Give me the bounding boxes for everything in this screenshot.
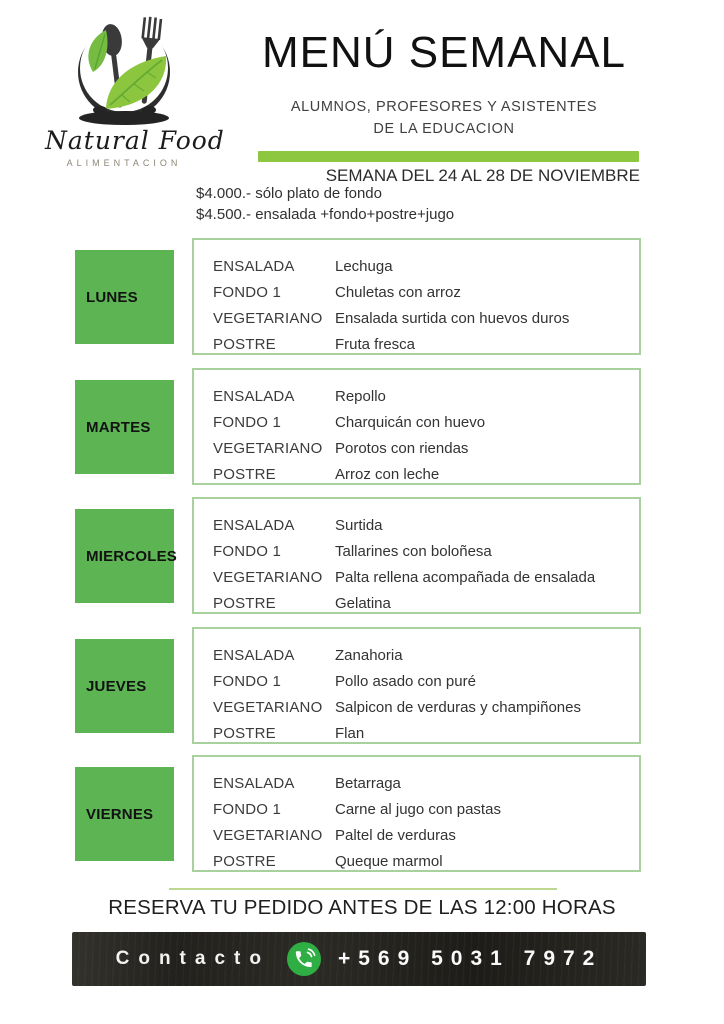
dish-name: Arroz con leche	[335, 465, 440, 483]
course-label: VEGETARIANO	[213, 568, 323, 586]
page-subtitle	[248, 96, 640, 140]
course-label: POSTRE	[213, 852, 276, 870]
dish-name: Flan	[335, 724, 365, 742]
dish-name: Gelatina	[335, 594, 391, 612]
course-label: FONDO 1	[213, 672, 282, 690]
subtitle-line-2: DE LA EDUCACION	[373, 121, 515, 137]
reservation-note: RESERVA TU PEDIDO ANTES DE LAS 12:00 HORAS	[108, 896, 616, 919]
menu-line	[213, 435, 631, 461]
course-label: FONDO 1	[213, 542, 282, 560]
natural-food-logo-icon	[54, 12, 194, 130]
dish-name: Tallarines con boloñesa	[335, 542, 492, 560]
menu-line	[213, 279, 631, 305]
menu-card	[192, 497, 641, 614]
day-label: MIERCOLES	[86, 547, 177, 565]
plate-base-icon	[79, 111, 169, 125]
course-label: ENSALADA	[213, 257, 295, 275]
course-label: VEGETARIANO	[213, 439, 323, 457]
contact-label: Contacto	[115, 948, 270, 969]
course-label: VEGETARIANO	[213, 309, 323, 327]
menu-line	[213, 720, 631, 746]
course-label: ENSALADA	[213, 516, 295, 534]
course-label: ENSALADA	[213, 387, 295, 405]
contact-bar	[72, 932, 646, 986]
menu-line	[213, 564, 631, 590]
dish-name: Salpicon de verduras y champiñones	[335, 698, 581, 716]
green-divider-bar	[258, 151, 639, 162]
course-label: POSTRE	[213, 594, 276, 612]
menu-card	[192, 755, 641, 872]
week-label: SEMANA DEL 24 AL 28 DE NOVIEMBRE	[325, 166, 640, 185]
brand-tagline: ALIMENTACION	[66, 158, 182, 168]
day-badge	[75, 380, 174, 474]
menu-card	[192, 368, 641, 485]
day-label: LUNES	[86, 288, 138, 306]
dish-name: Charquicán con huevo	[335, 413, 486, 431]
dish-name: Porotos con riendas	[335, 439, 469, 457]
day-badge	[75, 509, 177, 603]
course-label: VEGETARIANO	[213, 698, 323, 716]
menu-line	[213, 253, 631, 279]
course-label: POSTRE	[213, 465, 276, 483]
dish-name: Repollo	[335, 387, 386, 405]
price-line-fondo: $4.000.- sólo plato de fondo	[196, 185, 382, 202]
menu-row-viernes	[75, 755, 645, 872]
menu-row-miercoles	[75, 497, 645, 614]
dish-name: Ensalada surtida con huevos duros	[335, 309, 570, 327]
dish-name: Chuletas con arroz	[335, 283, 461, 301]
menu-row-lunes	[75, 238, 645, 355]
menu-card	[192, 627, 641, 744]
menu-line	[213, 668, 631, 694]
dish-name: Betarraga	[335, 774, 401, 792]
day-label: MARTES	[86, 418, 151, 436]
dish-name: Carne al jugo con pastas	[335, 800, 501, 818]
course-label: VEGETARIANO	[213, 826, 323, 844]
day-badge	[75, 767, 174, 861]
course-label: POSTRE	[213, 335, 276, 353]
logo	[45, 12, 225, 168]
subtitle-line-1: ALUMNOS, PROFESORES Y ASISTENTES	[290, 99, 598, 115]
price-line-completo: $4.500.- ensalada +fondo+postre+jugo	[196, 206, 455, 223]
page-title: MENÚ SEMANAL	[261, 28, 627, 77]
course-label: ENSALADA	[213, 774, 295, 792]
menu-row-martes	[75, 368, 645, 485]
menu-line	[213, 590, 631, 616]
menu-line	[213, 305, 631, 331]
menu-line	[213, 642, 631, 668]
menu-line	[213, 770, 631, 796]
menu-line	[213, 331, 631, 357]
dish-name: Paltel de verduras	[335, 826, 456, 844]
price-list	[196, 183, 454, 225]
menu-line	[213, 512, 631, 538]
menu-line	[213, 538, 631, 564]
dish-name: Lechuga	[335, 257, 393, 275]
course-label: ENSALADA	[213, 646, 295, 664]
course-label: POSTRE	[213, 724, 276, 742]
course-label: FONDO 1	[213, 283, 282, 301]
menu-line	[213, 796, 631, 822]
dish-name: Palta rellena acompañada de ensalada	[335, 568, 596, 586]
menu-line	[213, 822, 631, 848]
day-badge	[75, 250, 174, 344]
day-badge	[75, 639, 174, 733]
footer-divider	[169, 888, 557, 890]
dish-name: Pollo asado con puré	[335, 672, 476, 690]
menu-row-jueves	[75, 627, 645, 744]
menu-card	[192, 238, 641, 355]
menu-line	[213, 694, 631, 720]
menu-line	[213, 409, 631, 435]
course-label: FONDO 1	[213, 800, 282, 818]
dish-name: Fruta fresca	[335, 335, 416, 353]
menu-line	[213, 461, 631, 487]
whatsapp-phone-icon	[286, 941, 322, 977]
day-label: JUEVES	[86, 677, 147, 695]
course-label: FONDO 1	[213, 413, 282, 431]
menu-line	[213, 383, 631, 409]
dish-name: Surtida	[335, 516, 383, 534]
day-label: VIERNES	[86, 805, 154, 823]
contact-phone-number: +569 5031 7972	[337, 947, 603, 970]
dish-name: Queque marmol	[335, 852, 443, 870]
menu-line	[213, 848, 631, 874]
dish-name: Zanahoria	[335, 646, 403, 664]
brand-name: Natural Food	[45, 126, 225, 155]
